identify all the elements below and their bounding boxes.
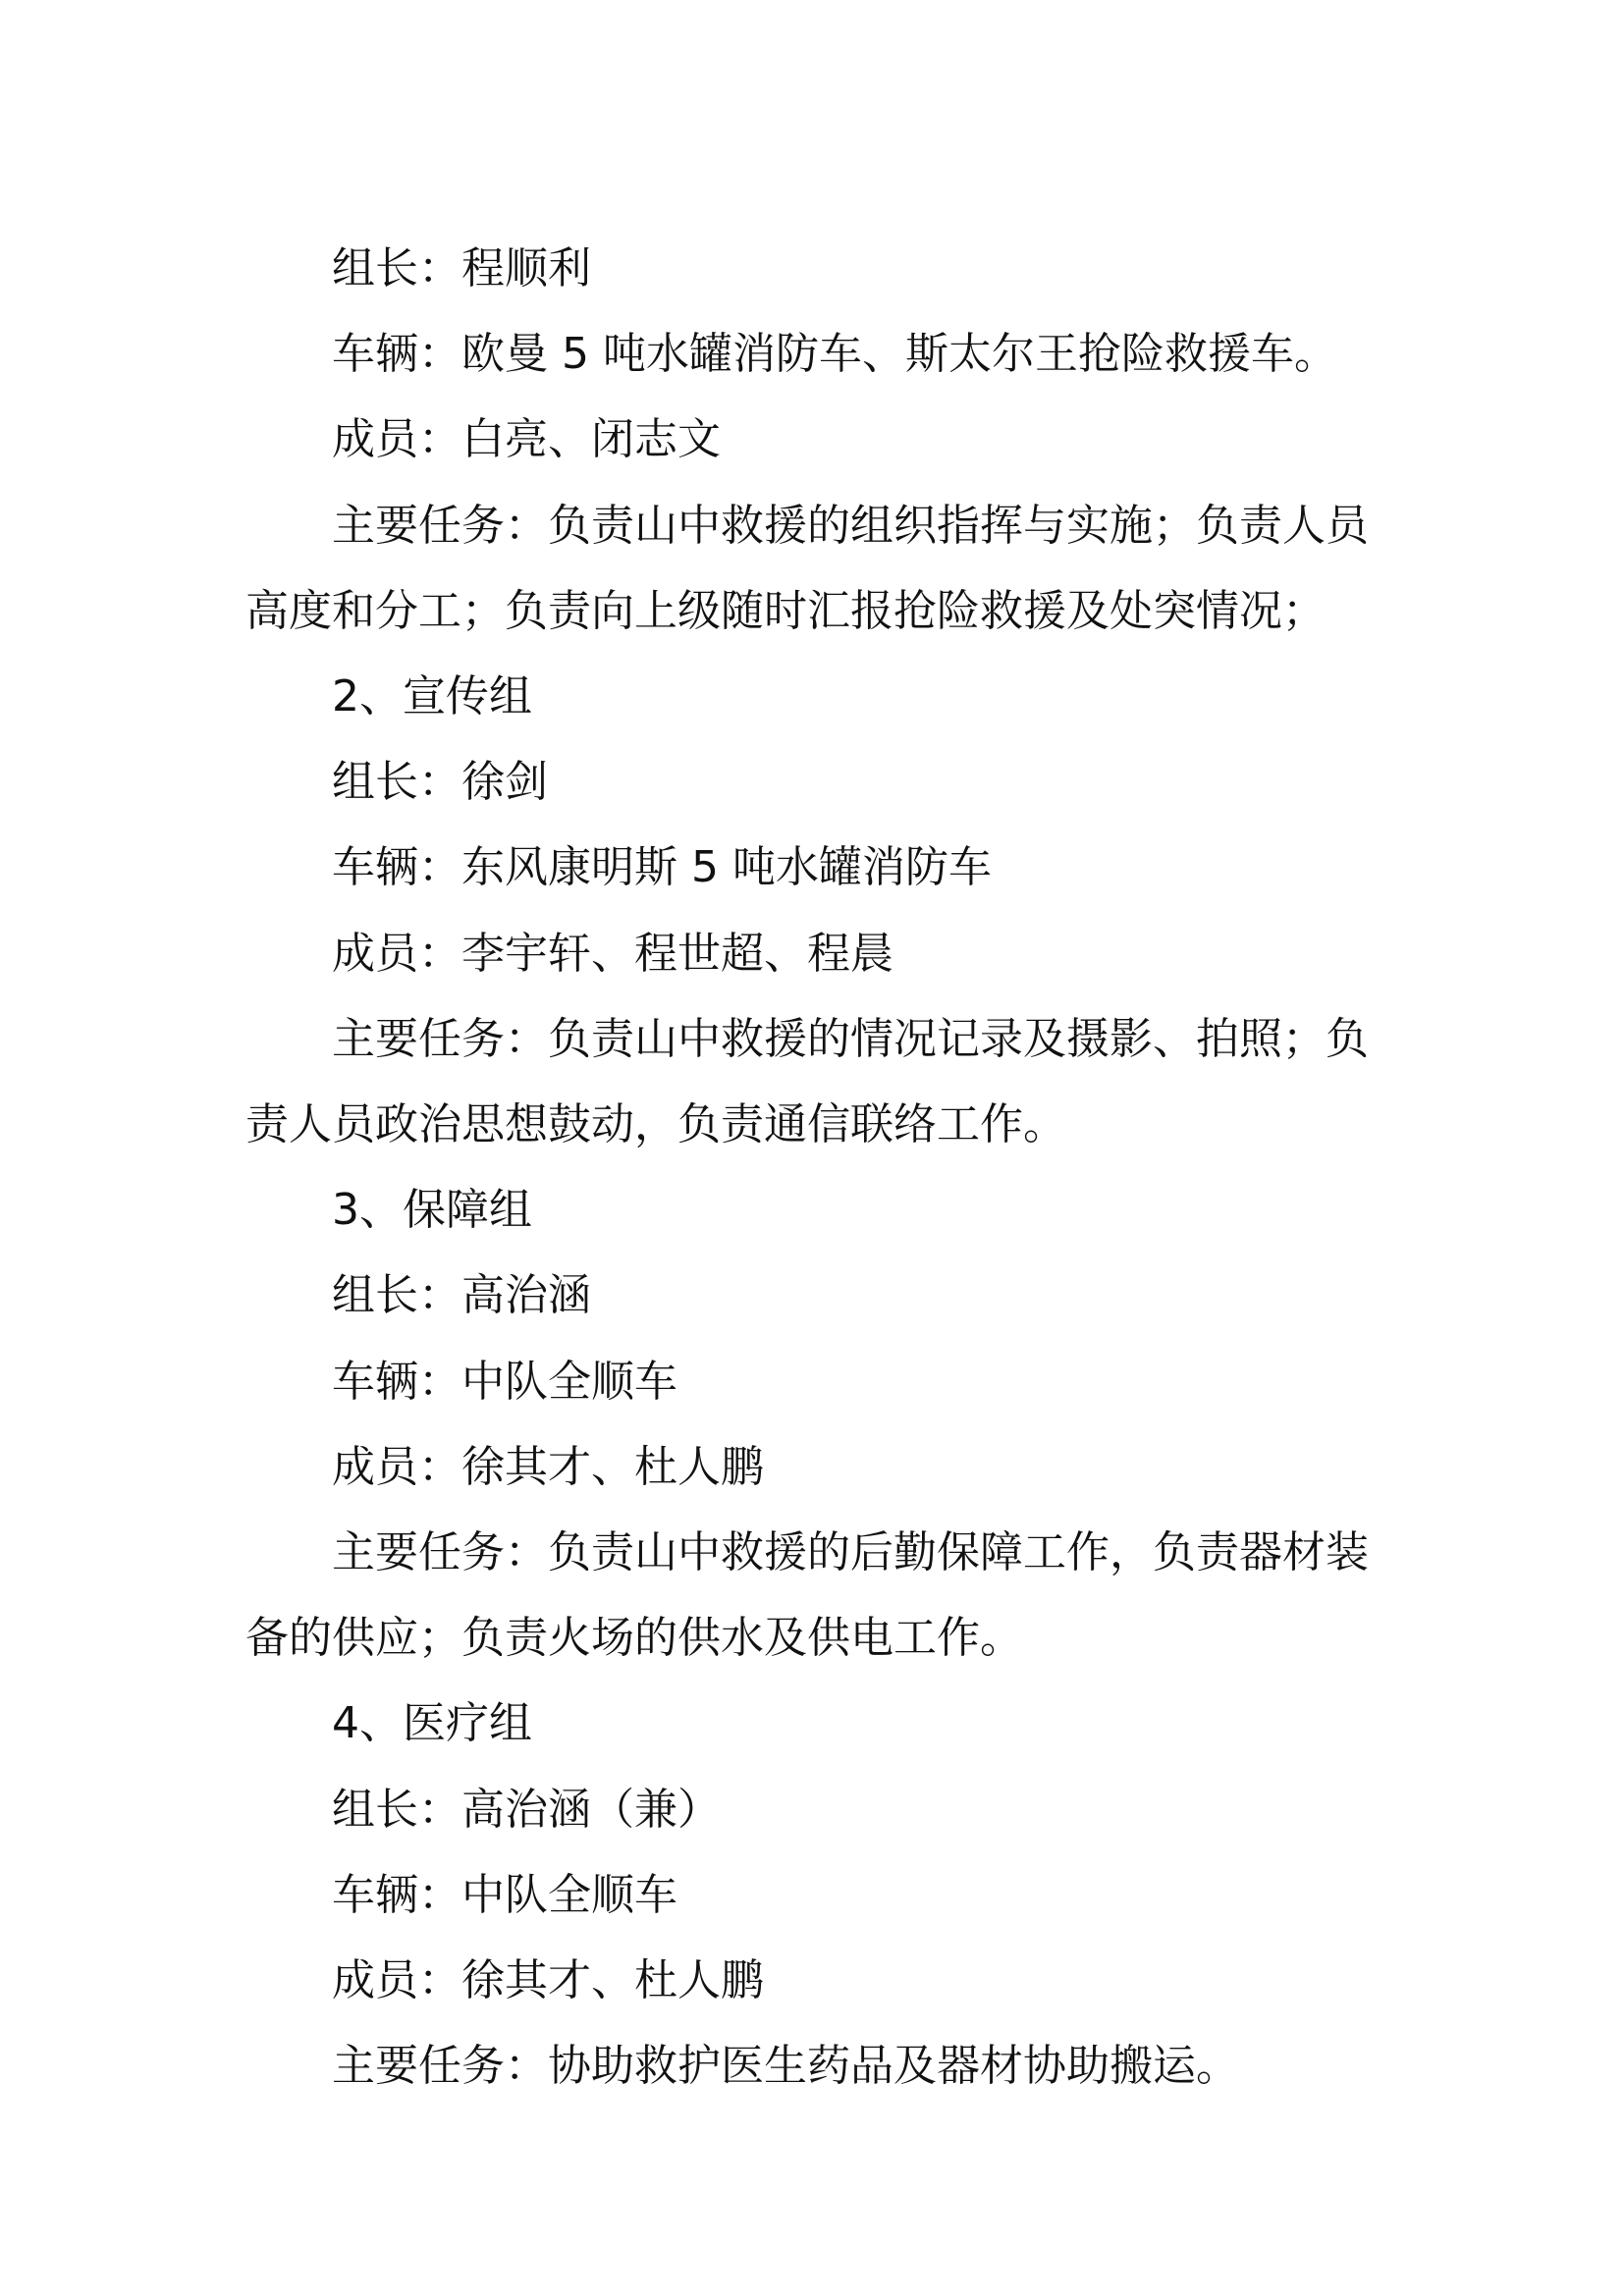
section-heading-publicity: 2、宣传组 [332,671,532,722]
team-leader-line: 组长：高治涵（兼） [332,1784,721,1835]
team-leader-line: 组长：高治涵 [332,1270,591,1321]
main-task-paragraph: 主要任务：负责山中救援的后勤保障工作，负责器材装备的供应；负责火场的供水及供电工作。 [245,1527,1369,1664]
section-heading-medical: 4、医疗组 [332,1698,532,1749]
vehicle-line: 车辆：中队全顺车 [332,1356,677,1407]
members-line: 成员：徐其才、杜人鹏 [332,1955,764,2006]
members-line: 成员：李宇轩、程世超、程晨 [332,928,893,979]
main-task-paragraph: 主要任务：负责山中救援的情况记录及摄影、拍照；负责人员政治思想鼓动，负责通信联络工作。 [245,1013,1369,1150]
document-body [245,226,1394,2109]
members-line: 成员：徐其才、杜人鹏 [332,1441,764,1492]
vehicle-line: 车辆：欧曼 5 吨水罐消防车、斯太尔王抢险救援车。 [332,329,1337,380]
team-leader-line: 组长：徐剑 [332,757,548,808]
section-heading-support: 3、保障组 [332,1185,532,1236]
members-line: 成员：白亮、闭志文 [332,414,721,465]
vehicle-line: 车辆：东风康明斯 5 吨水罐消防车 [332,842,992,893]
main-task-paragraph: 主要任务：协助救护医生药品及器材协助搬运。 [332,2041,1239,2092]
main-task-paragraph: 主要任务：负责山中救援的组织指挥与实施；负责人员高度和分工；负责向上级随时汇报抢险救援及处突情况； [245,500,1369,636]
team-leader-line: 组长：程顺利 [332,243,591,294]
vehicle-line: 车辆：中队全顺车 [332,1869,677,1920]
